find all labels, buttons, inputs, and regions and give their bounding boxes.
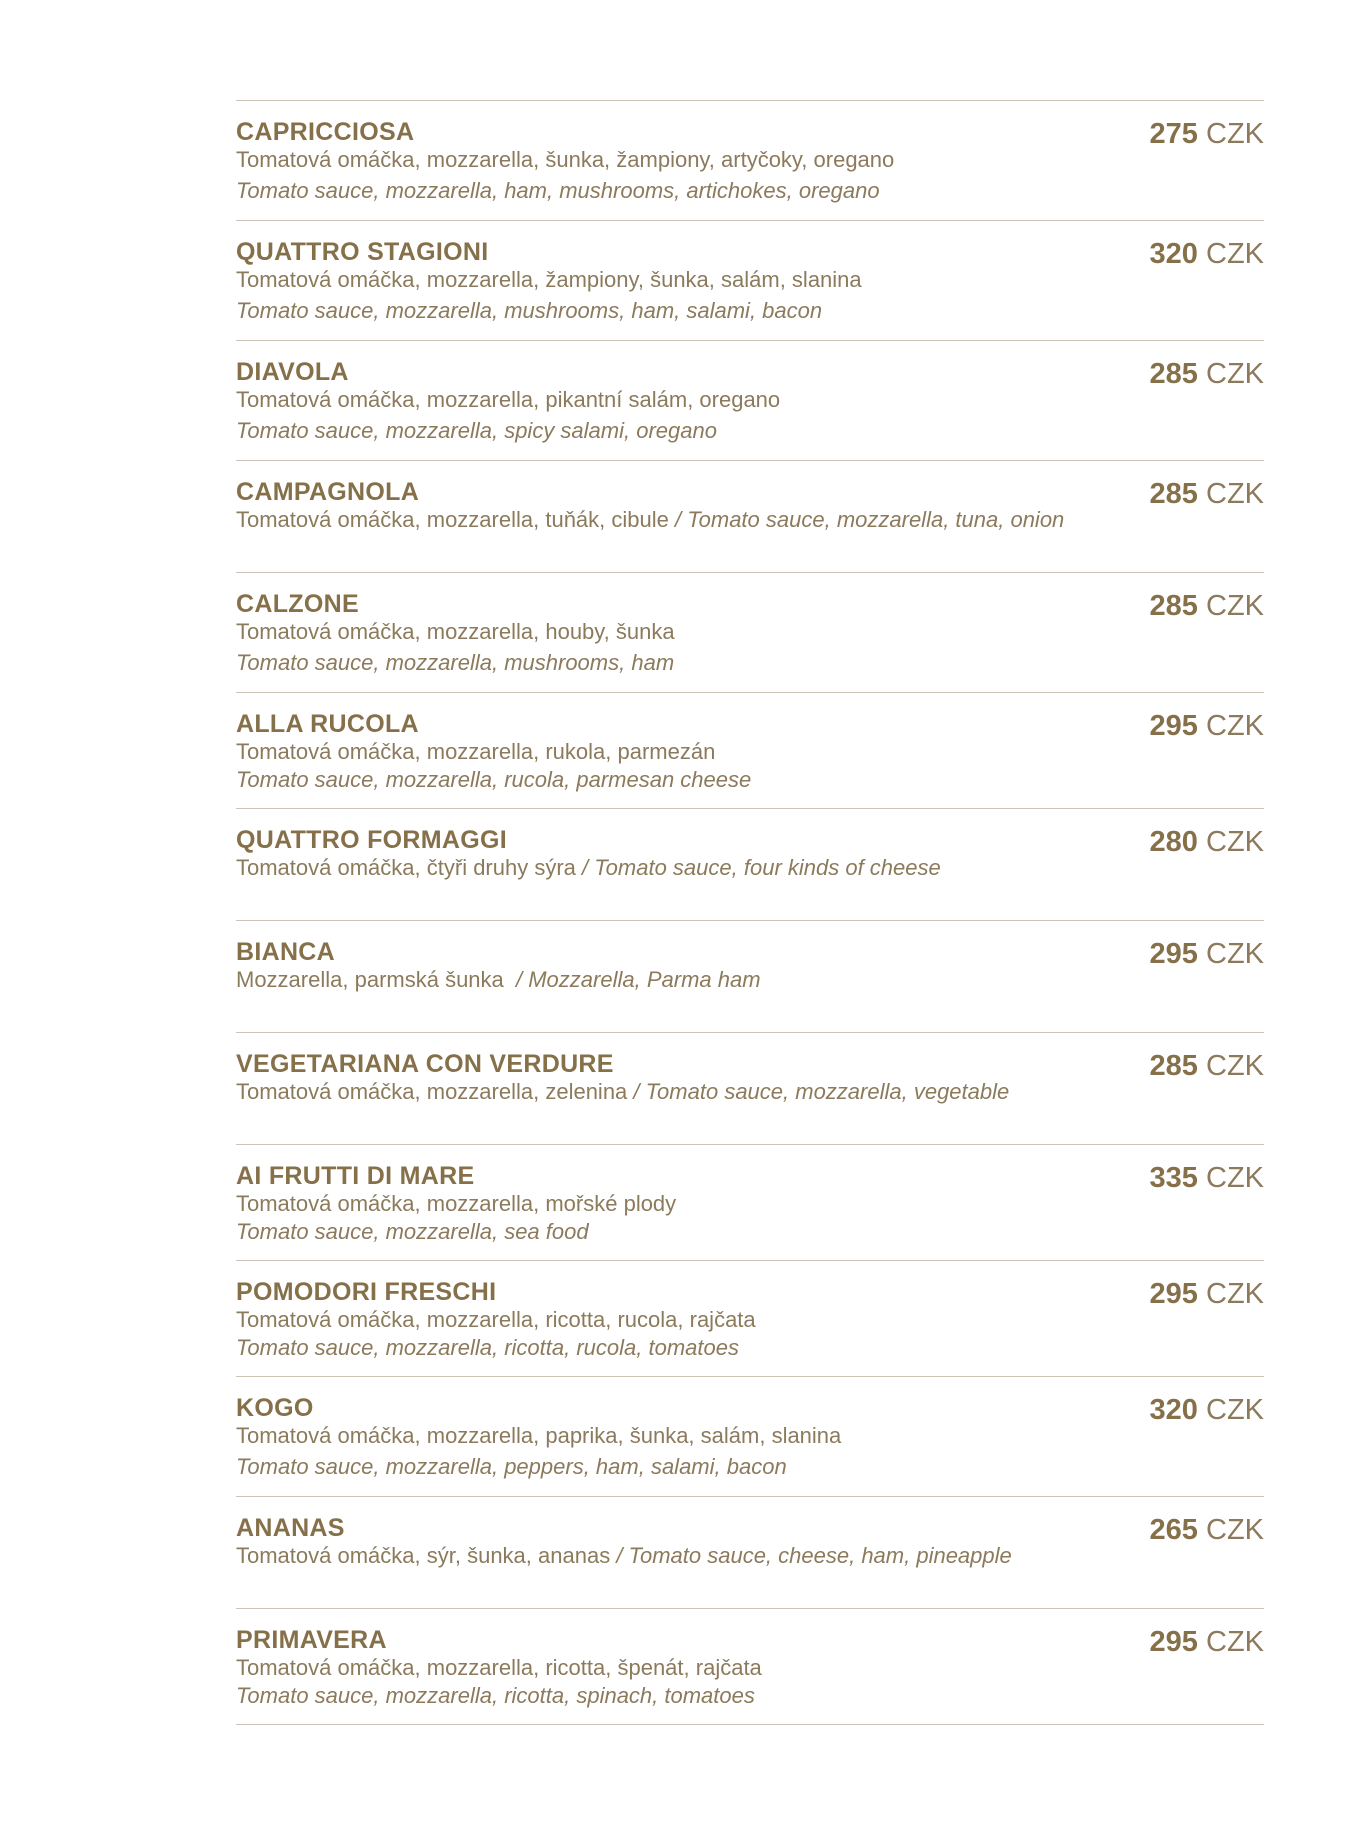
menu-item-ananas <box>236 1497 1264 1609</box>
menu-item-capricciosa <box>236 101 1264 221</box>
item-price: 295 CZK <box>1149 710 1264 742</box>
item-price: 285 CZK <box>1149 1050 1264 1082</box>
menu-item-vegetariana-con-verdure <box>236 1033 1264 1145</box>
item-name: QUATTRO STAGIONI <box>236 238 489 266</box>
item-description: Tomatová omáčka, čtyři druhy sýra / Tomato sauce, four kinds of cheese <box>236 855 941 880</box>
item-description-cz: Tomatová omáčka, mozzarella, mořské plody <box>236 1191 677 1216</box>
item-price: 265 CZK <box>1149 1514 1264 1546</box>
item-description: Tomatová omáčka, sýr, šunka, ananas / Tomato sauce, cheese, ham, pineapple <box>236 1543 1012 1568</box>
item-description-cz: Tomatová omáčka, mozzarella, ricotta, špenát, rajčata <box>236 1655 762 1680</box>
menu-item-calzone <box>236 573 1264 693</box>
item-name: ANANAS <box>236 1514 345 1542</box>
menu-item-campagnola <box>236 461 1264 573</box>
item-name: PRIMAVERA <box>236 1626 387 1654</box>
menu-item-quattro-formaggi <box>236 809 1264 921</box>
item-description-en: Tomato sauce, mozzarella, peppers, ham, salami, bacon <box>236 1454 787 1479</box>
item-description: Tomatová omáčka, mozzarella, zelenina / Tomato sauce, mozzarella, vegetable <box>236 1079 1010 1104</box>
item-name: AI FRUTTI DI MARE <box>236 1162 475 1190</box>
item-description-cz: Tomatová omáčka, mozzarella, ricotta, rucola, rajčata <box>236 1307 756 1332</box>
menu-item-kogo <box>236 1377 1264 1497</box>
item-description-cz: Tomatová omáčka, mozzarella, pikantní salám, oregano <box>236 387 781 412</box>
item-description-en: Tomato sauce, mozzarella, ham, mushrooms, artichokes, oregano <box>236 178 880 203</box>
item-description-cz: Tomatová omáčka, mozzarella, šunka, žampiony, artyčoky, oregano <box>236 147 895 172</box>
item-description-en: Tomato sauce, mozzarella, sea food <box>236 1219 589 1244</box>
item-price: 295 CZK <box>1149 938 1264 970</box>
item-name: CALZONE <box>236 590 359 618</box>
item-description-cz: Tomatová omáčka, mozzarella, žampiony, šunka, salám, slanina <box>236 267 862 292</box>
menu-item-quattro-stagioni <box>236 221 1264 341</box>
pizza-menu-list <box>236 100 1264 1725</box>
menu-item-pomodori-freschi <box>236 1261 1264 1377</box>
item-price: 285 CZK <box>1149 358 1264 390</box>
item-description-en: Tomato sauce, mozzarella, rucola, parmesan cheese <box>236 767 752 792</box>
item-description-cz: Tomatová omáčka, mozzarella, paprika, šunka, salám, slanina <box>236 1423 842 1448</box>
menu-item-bianca <box>236 921 1264 1033</box>
item-name: POMODORI FRESCHI <box>236 1278 497 1306</box>
item-price: 295 CZK <box>1149 1278 1264 1310</box>
item-name: DIAVOLA <box>236 358 349 386</box>
menu-item-primavera <box>236 1609 1264 1725</box>
item-name: BIANCA <box>236 938 336 966</box>
item-name: KOGO <box>236 1394 314 1422</box>
item-description: Mozzarella, parmská šunka / Mozzarella, Parma ham <box>236 967 761 992</box>
item-description: Tomatová omáčka, mozzarella, tuňák, cibule / Tomato sauce, mozzarella, tuna, onion <box>236 507 1065 532</box>
item-price: 285 CZK <box>1149 590 1264 622</box>
item-description-en: Tomato sauce, mozzarella, ricotta, rucola, tomatoes <box>236 1335 739 1360</box>
menu-item-alla-rucola <box>236 693 1264 809</box>
menu-item-diavola <box>236 341 1264 461</box>
item-name: VEGETARIANA CON VERDURE <box>236 1050 614 1078</box>
item-price: 335 CZK <box>1149 1162 1264 1194</box>
item-description-en: Tomato sauce, mozzarella, ricotta, spinach, tomatoes <box>236 1683 755 1708</box>
menu-item-ai-frutti-di-mare <box>236 1145 1264 1261</box>
item-price: 285 CZK <box>1149 478 1264 510</box>
item-price: 295 CZK <box>1149 1626 1264 1658</box>
item-price: 280 CZK <box>1149 826 1264 858</box>
item-description-cz: Tomatová omáčka, mozzarella, houby, šunka <box>236 619 675 644</box>
item-price: 320 CZK <box>1149 1394 1264 1426</box>
item-price: 320 CZK <box>1149 238 1264 270</box>
item-name: ALLA RUCOLA <box>236 710 419 738</box>
item-description-cz: Tomatová omáčka, mozzarella, rukola, parmezán <box>236 739 716 764</box>
item-description-en: Tomato sauce, mozzarella, mushrooms, ham <box>236 650 675 675</box>
item-description-en: Tomato sauce, mozzarella, spicy salami, oregano <box>236 418 717 443</box>
item-name: CAMPAGNOLA <box>236 478 420 506</box>
item-description-en: Tomato sauce, mozzarella, mushrooms, ham, salami, bacon <box>236 298 823 323</box>
item-price: 275 CZK <box>1149 118 1264 150</box>
item-name: CAPRICCIOSA <box>236 118 415 146</box>
item-name: QUATTRO FORMAGGI <box>236 826 507 854</box>
